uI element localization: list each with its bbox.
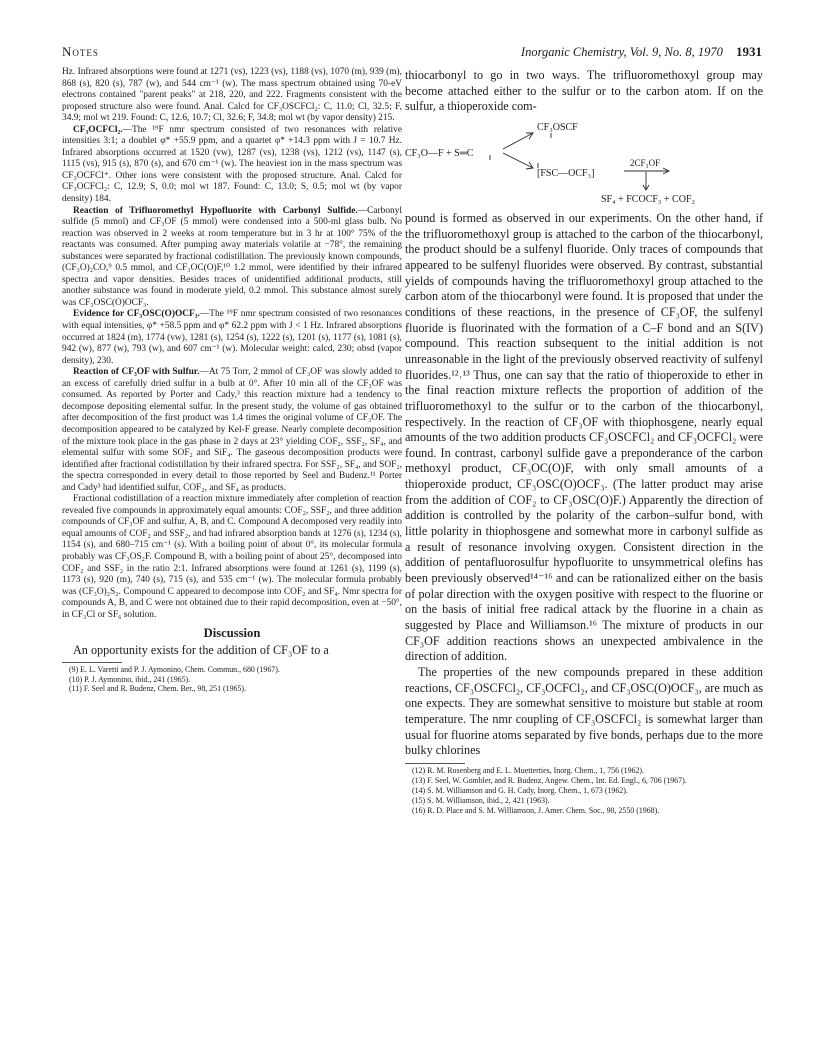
journal-name: Inorganic Chemistry, Vol. 9, No. 8, 1970 <box>520 45 723 59</box>
left-paragraph-1: Hz. Infrared absorptions were found at 1271 (vs), 1223 (vs), 1188 (vs), 1070 (m), 939 (m), 868 (s), 820 (s), 787 (w), and 544 cm⁻¹ (w). The mass spectrum obtained using 70-eV electrons contained "parent peaks" at 218, 220, and 222. Fragments consistent with the proposed structure also were found. Anal. Calcd for CF₃OSCFCl₂: C, 11.0; Cl, 32.5; F, 34.9; mol wt 219. Found: C, 12.6, 10.7; Cl, 32.6; F, 34.8; mol wt (by vapor density) 215. <box>62 67 402 124</box>
discussion-heading: Discussion <box>203 626 261 641</box>
footnote-14: (14) S. M. Williamson and G. H. Cady, Inorg. Chem., 1, 673 (1962). <box>412 786 628 796</box>
scheme-reactant: CF₃O—F + S═C <box>405 147 474 159</box>
left-paragraph-6: Fractional codistillation of a reaction mixture immediately after completion of reaction revealed five compounds in approximately equal amounts: COF₂, SSF₂, and three addition compounds of CF₃OF and sulfur, A, B, and C. Compound A decomposed very readily into equal amounts of COF₂ and SSF₂, and had infrared absorption bands at 1276 (s), 1234 (s), 1154 (s), and 680–715 cm⁻¹ (s). With a boiling point of about 0°, its molecular formula probably was CF₃OS₂F. Compound B, with a boiling point of about 25°, decomposed into COF₂ and SSF₂ in the ratio 2:1. Infrared absorptions were found at 1261 (s), 1199 (s), 1173 (s), 920 (m), 740 (s), 715 (s), and 535 cm⁻¹ (w). The molecular formula probably was (CF₃O)₂S₂. Compound C appeared to decompose into COF₂ and SF₄. Nmr spectra for compounds A, B, and C were not obtained due to their rapid decomposition, even at −50°, in CF₃Cl or SF₆ solution. <box>62 494 402 620</box>
footnote-16: (16) R. D. Place and S. M. Williamson, J. Amer. Chem. Soc., 90, 2550 (1968). <box>412 806 660 816</box>
left-paragraph-5 <box>62 367 402 494</box>
left-paragraph-4 <box>62 309 402 367</box>
right-column <box>405 68 763 816</box>
journal-citation <box>521 44 762 60</box>
footnote-12: (12) R. M. Rosenberg and E. L. Muetterties, Inorg. Chem., 1, 756 (1962). <box>412 765 645 775</box>
reaction-scheme <box>405 115 763 211</box>
page-number: 1931 <box>736 44 762 59</box>
arrow-down <box>503 153 533 168</box>
subheading-cf3ocfcl2: CF₃OCFCl₂. <box>73 124 123 135</box>
scheme-sulfenyl-fluoride: [FSC—OCF₃] <box>537 167 595 179</box>
scheme-final-products: SF₄ + FCOCF₃ + COF₂ <box>601 193 695 205</box>
scheme-reagent: 2CF₃OF <box>630 157 661 168</box>
arrow-up <box>503 133 533 149</box>
reaction-arrows <box>405 115 763 211</box>
subheading-evidence: Evidence for CF₃OSC(O)OCF₃. <box>73 309 200 320</box>
subheading-sulfur: Reaction of CF₃OF with Sulfur. <box>73 367 200 378</box>
subheading-carbonyl-sulfide: Reaction of Trifluoromethyl Hypofluorite with Carbonyl Sulfide. <box>73 205 358 216</box>
footnote-13: (13) F. Seel, W. Gombler, and R. Budenz, Angew. Chem., Int. Ed. Engl., 6, 706 (1967). <box>412 776 687 786</box>
left-paragraph-4-body: —The ¹⁹F nmr spectrum consisted of two resonances with equal intensities, φ* +58.5 ppm and φ* 62.2 ppm with J < 1 Hz. Infrared absorptions occurred at 1824 (m), 1774 (vw), 1281 (s), 1254 (s), 1222 (s), 1201 (s), 1177 (s), 1081 (s), 942 (w), 877 (w), 793 (w), and 607 cm⁻¹ (w). Molecular weight: calcd, 230; obsd (vapor density), 230. <box>62 309 402 366</box>
footnote-10: (10) P. J. Aymonino, ibid., 241 (1965). <box>69 674 191 684</box>
footnote-15: (15) S. M. Williamson, ibid., 2, 421 (1963). <box>412 796 550 806</box>
left-column <box>62 67 402 694</box>
right-paragraph-3: The properties of the new compounds prepared in these addition reactions, CF₃OSCFCl₂, CF₃OCFCl₂, and CF₃OSC(O)OCF₃, are much as one expects. They are somewhat sensitive to moisture but stable at room temperature. The nmr coupling of CF₃OSCFCl₂ is somewhat larger than usual for fluorine atoms separated by five bonds, perhaps due to the more bulky chlorines <box>405 665 763 758</box>
footnote-11: (11) F. Seel and R. Budenz, Chem. Ber., 98, 251 (1965). <box>69 684 247 694</box>
left-paragraph-2-body: —The ¹⁹F nmr spectrum consisted of two resonances with relative intensities 3:1; a doublet φ* +55.9 ppm, and a quartet φ* +14.3 ppm with J = 10.7 Hz. Infrared absorptions occurred at 1520 (vw), 1287 (vs), 1238 (vs), 1212 (vs), 1147 (s), 1115 (vs), 915 (s), 870 (s), and 670 cm⁻¹ (w). The heaviest ion in the mass spectrum was CF₃OCFCl⁺. Other ions were consistent with the proposed structure. Anal. Calcd for CF₃OCFCl₂: C, 12.9; S, 0.0; mol wt 187. Found: C, 13.0; S, 0.5; mol wt (by vapor density) 184. <box>62 124 402 205</box>
left-paragraph-5-body: —At 75 Torr, 2 mmol of CF₃OF was slowly added to an excess of carefully dried sulfur in a bulb at 0°. After 10 min all of the CF₃OF was consumed. As reported by Porter and Cady,³ this reaction mixture had a tendency to decompose depositing elemental sulfur. In the present study, the volume of gas obtained after decomposition of the first product was 1.4 times the original volume of CF₃OF. The decomposition appeared to be catalyzed by Kel-F grease. Nearly complete decomposition of the mixture took place in the gas phase in 2 days at 23° yielding COF₂, SSF₂, SF₄, and elemental sulfur with some SOF₂ and SiF₄. The gaseous decomposition products were identified after fractional codistillation by their infrared spectra. For SSF₂, SF₄, and SOF₂, the spectra corresponded in every detail to those reported by Seel and Budenz.¹¹ Porter and Cady³ had identified sulfur, COF₂, and SF₄ as products. <box>62 367 402 493</box>
section-label: Notes <box>62 44 99 59</box>
left-paragraph-2 <box>62 125 402 206</box>
right-footnotes <box>405 766 763 816</box>
right-paragraph-1: thiocarbonyl to go in two ways. The trifluoromethoxyl group may become attached either to the sulfur or to the carbon atom. If on the sulfur, a thioperoxide com- <box>405 68 763 114</box>
running-header <box>62 44 762 62</box>
discussion-paragraph: An opportunity exists for the addition of CF₃OF to a <box>73 643 329 658</box>
scheme-thioperoxide: CF₃OSCF <box>537 121 578 133</box>
footnote-rule-right <box>405 763 465 764</box>
left-footnotes <box>62 665 402 694</box>
right-paragraph-2: pound is formed as observed in our experiments. On the other hand, if the trifluoromethoxyl group is attached to the carbon of the thiocarbonyl, the product should be a sulfenyl fluoride. Only traces of compounds that appeared to be sulfenyl fluorides were observed. By contrast, substantial yields of compounds having the trifluoromethoxyl group attached to the carbon atom of the thiocarbonyl were found. It is proposed that under the conditions of these reactions, in the presence of CF₃OF, the sulfenyl fluoride is fluorinated with the formation of a C–F bond and an S(IV) compound. This reaction subsequent to the initial addition is not unreasonable in the light of the previously observed reactivity of sulfenyl fluorides.¹²˒¹³ Thus, one can say that the ratio of thioperoxide to ether in the final reaction mixture reflects the proportion of addition of the trifluoromethoxyl to the sulfur or to the carbon of the thiocarbonyl, respectively. In the reaction of CF₃OF with thiophosgene, nearly equal amounts of the two addition products CF₃OSCFCl₂ and CF₃OCFCl₂ were found. In contrast, carbonyl sulfide gave a preponderance of the carbon methoxyl product, CF₃OC(O)F, with only small amounts of a thioperoxide product, CF₃OSC(O)OCF₃. (The latter product may arise from the addition of COF₂ to CF₃OSC(O)F.) Apparently the direction of addition is controlled by the polarity of the carbon–sulfur bond, with little polarity in thiophosgene and somewhat more in carbonyl sulfide as a result of resonance involving oxygen. Consistent direction in the addition of pentafluorosulfur hypofluorite to unsymmetrical olefins has been previously observed¹⁴⁻¹⁶ and can be rationalized either on the basis of polar direction with the oxygen positive with respect to the fluorine or on the basis of initial free radical attack by the fluorine in a chain as suggested by Place and Williamson.¹⁶ The mixture of products in our CF₃OF addition reactions shows an unexpected ambivalence in the direction of addition. <box>405 210 763 664</box>
left-paragraph-3-body: —Carbonyl sulfide (5 mmol) and CF₃OF (5 mmol) were condensed into a 500-ml glass bulb. No reaction was observed in 2 weeks at room temperature but in 3 hr at 100° 75% of the reactants was consumed. After pumping away materials volatile at −78°, the remaining substances were separated by fractional codistillation. The previously known compounds, (CF₃O)₂CO,⁹ 0.5 mmol, and CF₃OC(O)F,¹⁰ 1.2 mmol, were identified by their infrared spectra and vapor densities. Besides traces of unidentified additional products, still another substance was found in moderate yield, 0.2 mmol. This substance almost surely was CF₃OSC(O)OCF₃. <box>62 205 402 308</box>
footnote-rule <box>62 662 122 663</box>
footnote-9: (9) E. L. Varetti and P. J. Aymonino, Chem. Commun., 680 (1967). <box>69 665 280 675</box>
left-paragraph-3 <box>62 206 402 310</box>
